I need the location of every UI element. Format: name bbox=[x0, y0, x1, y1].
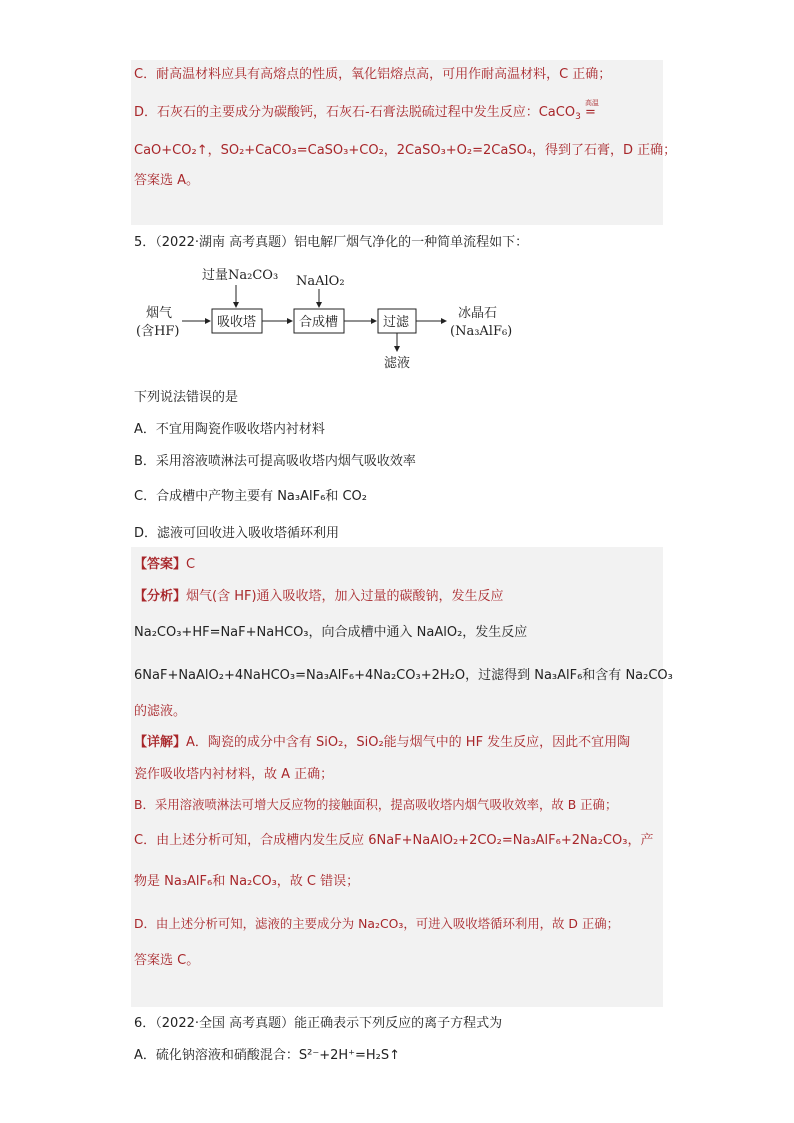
q6-option-a: A．硫化钠溶液和硝酸混合：S²⁻+2H⁺=H₂S↑ bbox=[134, 1048, 401, 1063]
option-d-explanation: D．石灰石的主要成分为碳酸钙，石灰石-石膏法脱硫过程中发生反应：CaCO$_3$ 高温 = bbox=[134, 104, 599, 122]
reaction-condition: 高温 bbox=[584, 99, 599, 107]
input-na2co3: 过量Na₂CO₃ bbox=[202, 268, 279, 283]
q5-detail-6: D．由上述分析可知，滤液的主要成分为 Na₂CO₃，可进入吸收塔循环利用，故 D 正确； bbox=[134, 916, 619, 931]
box-absorber-label: 吸收塔 bbox=[217, 315, 257, 330]
q5-analysis-1: 【分析】烟气(含 HF)通入吸收塔，加入过量的碳酸钠，发生反应 bbox=[134, 589, 504, 604]
option-d-equations: CaO+CO₂↑，SO₂+CaCO₃=CaSO₃+CO₂，2CaSO₃+O₂=2CaSO₄，得到了石膏，D 正确； bbox=[134, 143, 677, 158]
q5-prompt: 下列说法错误的是 bbox=[134, 390, 239, 405]
answer-a: 答案选 A。 bbox=[134, 173, 200, 188]
q5-analysis-2: Na₂CO₃+HF=NaF+NaHCO₃，向合成槽中通入 NaAlO₂，发生反应 bbox=[134, 625, 528, 640]
q5-answer: 【答案】C bbox=[134, 557, 196, 572]
product-formula: (Na₃AlF₆) bbox=[450, 324, 513, 339]
product-label: 冰晶石 bbox=[458, 306, 498, 321]
q5-option-b: B．采用溶液喷淋法可提高吸收塔内烟气吸收效率 bbox=[134, 454, 416, 469]
q5-analysis-4: 的滤液。 bbox=[134, 704, 187, 719]
box-filter-label: 过滤 bbox=[383, 315, 410, 330]
q5-option-d: D．滤液可回收进入吸收塔循环利用 bbox=[134, 526, 340, 541]
feed-label-hf: (含HF) bbox=[136, 324, 180, 339]
q5-detail-5: 物是 Na₃AlF₆和 Na₂CO₃，故 C 错误； bbox=[134, 874, 360, 889]
q5-detail-7: 答案选 C。 bbox=[134, 953, 200, 968]
q5-analysis-3: 6NaF+NaAlO₂+4NaHCO₃=Na₃AlF₆+4Na₂CO₃+2H₂O，过滤得到 Na₃AlF₆和含有 Na₂CO₃ bbox=[134, 668, 673, 683]
option-c-explanation: C．耐高温材料应具有高熔点的性质，氧化铝熔点高，可用作耐高温材料，C 正确； bbox=[134, 67, 612, 82]
q5-detail-4: C．由上述分析可知，合成槽内发生反应 6NaF+NaAlO₂+2CO₂=Na₃AlF₆+2Na₂CO₃，产 bbox=[134, 833, 654, 848]
q5-stem: 5．（2022·湖南 高考真题）铝电解厂烟气净化的一种简单流程如下： bbox=[134, 235, 529, 250]
flow-diagram bbox=[132, 265, 552, 375]
q5-detail-2: 瓷作吸收塔内衬材料，故 A 正确； bbox=[134, 767, 334, 782]
feed-label: 烟气 bbox=[146, 306, 173, 321]
q5-detail-3: B．采用溶液喷淋法可增大反应物的接触面积，提高吸收塔内烟气吸收效率，故 B 正确； bbox=[134, 797, 618, 812]
input-naalo2: NaAlO₂ bbox=[296, 274, 345, 289]
q5-option-a: A．不宜用陶瓷作吸收塔内衬材料 bbox=[134, 422, 325, 437]
q5-option-c: C．合成槽中产物主要有 Na₃AlF₆和 CO₂ bbox=[134, 489, 367, 504]
q5-detail-1: 【详解】A．陶瓷的成分中含有 SiO₂，SiO₂能与烟气中的 HF 发生反应，因此不宜用陶 bbox=[134, 735, 631, 750]
box-synthesis-label: 合成槽 bbox=[299, 315, 339, 330]
q6-stem: 6．（2022·全国 高考真题）能正确表示下列反应的离子方程式为 bbox=[134, 1016, 503, 1031]
byproduct-filtrate: 滤液 bbox=[384, 356, 411, 371]
